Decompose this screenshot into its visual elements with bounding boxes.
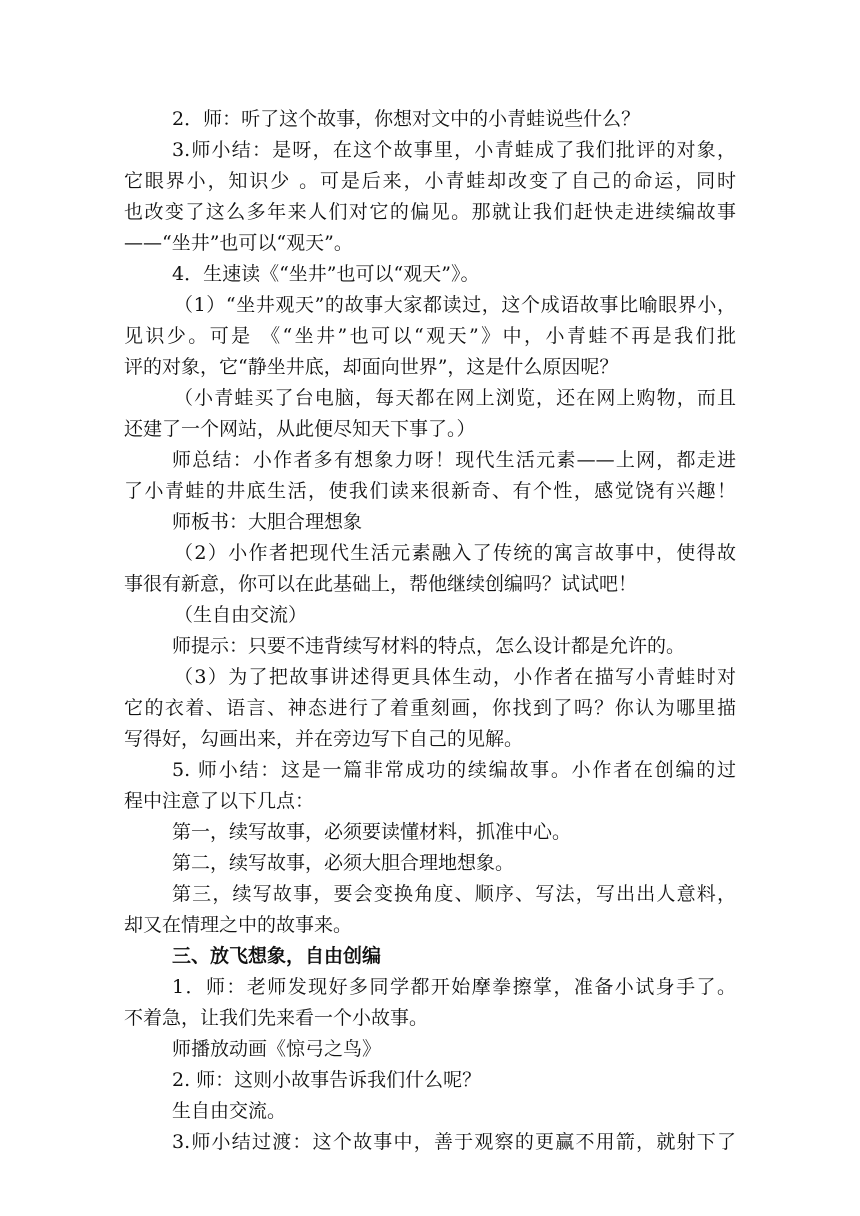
paragraph-line: 2．师：听了这个故事，你想对文中的小青蛙说些什么？ xyxy=(172,108,641,130)
paragraph-line: 师播放动画《惊弓之鸟》 xyxy=(172,1038,382,1060)
paragraph-line: 5. 师小结：这是一篇非常成功的续编故事。小作者在创编的过 xyxy=(172,759,736,781)
paragraph-line: 3.师小结过渡：这个故事中，善于观察的更赢不用箭，就射下了 xyxy=(172,1131,736,1153)
paragraph-line: 还建了一个网站，从此便尽知天下事了。） xyxy=(124,418,476,440)
paragraph-line: （2）小作者把现代生活元素融入了传统的寓言故事中，使得故 xyxy=(174,542,736,564)
paragraph-line: 评的对象，它“静坐井底，却面向世界”，这是什么原因呢？ xyxy=(124,356,619,378)
section-heading: 三、放飞想象，自由创编 xyxy=(172,945,382,967)
paragraph-line: 1．师：老师发现好多同学都开始摩拳擦掌，准备小试身手了。 xyxy=(172,976,736,998)
document-body xyxy=(124,104,736,1158)
paragraph-line: 写得好，勾画出来，并在旁边写下自己的见解。 xyxy=(124,728,524,750)
paragraph-line: 第二，续写故事，必须大胆合理地想象。 xyxy=(172,852,515,874)
paragraph-line: 师总结：小作者多有想象力呀！现代生活元素——上网，都走进 xyxy=(172,449,736,471)
paragraph-line: 事很有新意，你可以在此基础上，帮他继续创编吗？试试吧！ xyxy=(124,573,638,595)
paragraph-line: 师板书：大胆合理想象 xyxy=(172,511,363,533)
paragraph-line: 了小青蛙的井底生活，使我们读来很新奇、有个性，感觉饶有兴趣！ xyxy=(124,480,736,502)
paragraph-line: ——“坐井”也可以“观天”。 xyxy=(124,232,353,254)
paragraph-line: 4．生速读《“坐井”也可以“观天”》。 xyxy=(172,263,480,285)
paragraph-line: 第三，续写故事，要会变换角度、顺序、写法，写出出人意料， xyxy=(172,883,736,905)
paragraph-line: 师提示：只要不违背续写材料的特点，怎么设计都是允许的。 xyxy=(172,635,686,657)
paragraph-line: 不着急，让我们先来看一个小故事。 xyxy=(124,1007,429,1029)
paragraph-line: 它眼界小，知识少 。可是后来，小青蛙却改变了自己的命运，同时 xyxy=(124,170,736,192)
paragraph-line: 第一，续写故事，必须要读懂材料，抓准中心。 xyxy=(172,821,572,843)
paragraph-line: 却又在情理之中的故事来。 xyxy=(124,914,353,936)
paragraph-line: 也改变了这么多年来人们对它的偏见。那就让我们赶快走进续编故事 xyxy=(124,201,736,223)
paragraph-line: 3.师小结：是呀，在这个故事里，小青蛙成了我们批评的对象， xyxy=(172,139,736,161)
paragraph-line: （1）“坐井观天”的故事大家都读过，这个成语故事比喻眼界小， xyxy=(174,294,736,316)
paragraph-line: （小青蛙买了台电脑，每天都在网上浏览，还在网上购物，而且 xyxy=(174,387,736,409)
paragraph-line: 2. 师：这则小故事告诉我们什么呢？ xyxy=(172,1069,482,1091)
paragraph-line: （生自由交流） xyxy=(174,604,308,626)
paragraph-line: （3）为了把故事讲述得更具体生动，小作者在描写小青蛙时对 xyxy=(174,666,736,688)
paragraph-line: 生自由交流。 xyxy=(172,1100,287,1122)
paragraph-line: 它的衣着、语言、神态进行了着重刻画，你找到了吗？你认为哪里描 xyxy=(124,697,736,719)
paragraph-line: 程中注意了以下几点： xyxy=(124,790,315,812)
paragraph-line: 见识少。可是 《“坐井”也可以“观天”》中，小青蛙不再是我们批 xyxy=(124,325,736,347)
